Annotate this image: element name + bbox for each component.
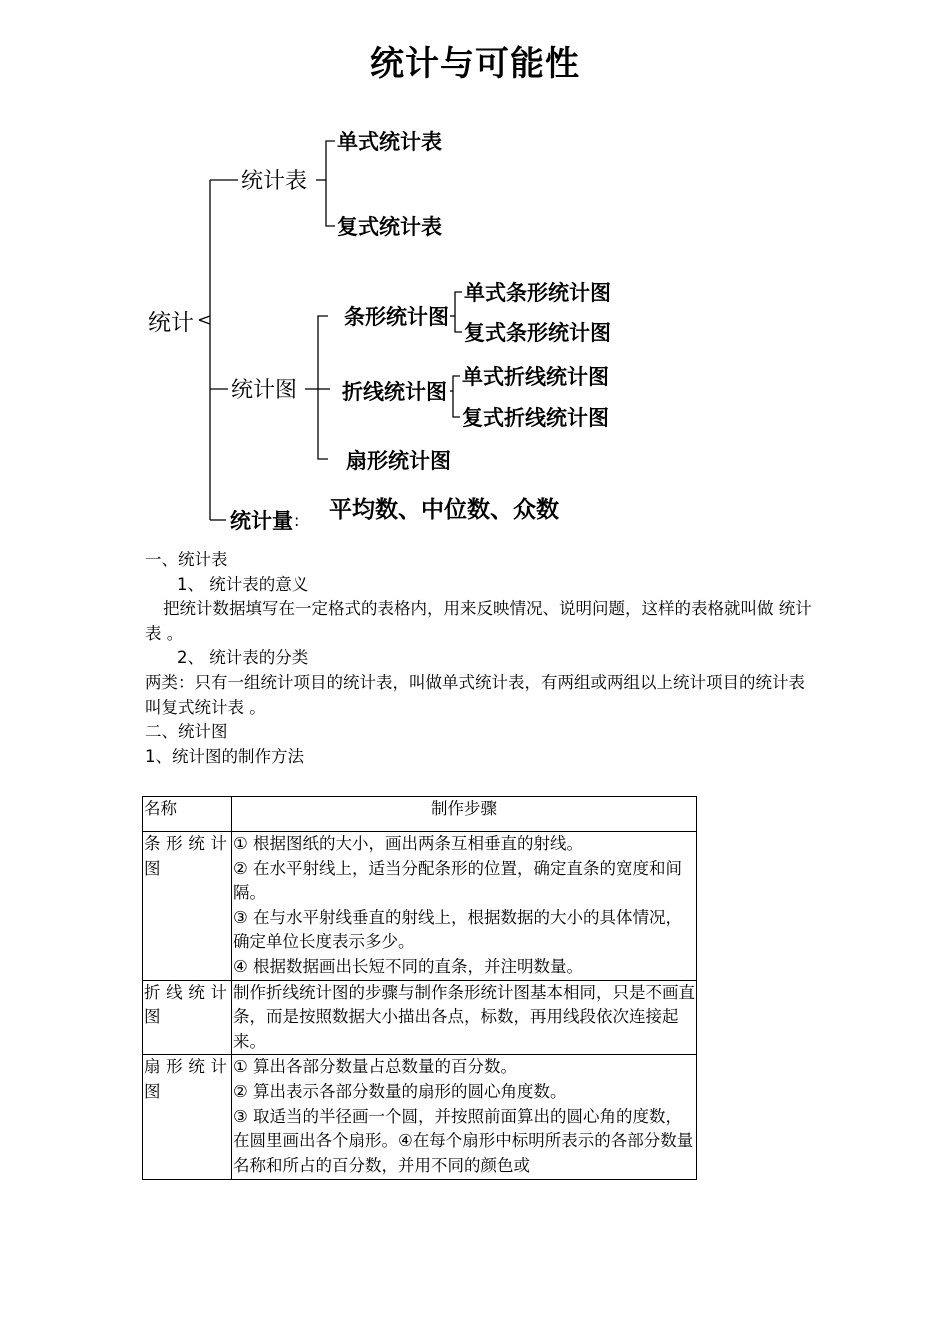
step-line: ① 算出各部分数量占总数量的百分数。 [233, 1057, 518, 1077]
step-line: ④ 根据数据画出长短不同的直条，并注明数量。 [233, 956, 584, 976]
step-line: ③ 在与水平射线垂直的射线上，根据数据的大小的具体情况，确定单位长度表示多少。 [233, 907, 683, 952]
tree-measure-label: 统计量 [230, 509, 293, 533]
tree-measure-values: 平均数、中位数、众数 [329, 497, 559, 523]
row-steps [232, 1055, 697, 1180]
step-line: ③ 取适当的半径画一个圆，并按照前面算出的圆心角的度数，在圆里画出各个扇形。④在每个扇形中标明所表示的各部分数量名称和所占的百分数，并用不同的颜色或 [233, 1106, 694, 1175]
statistics-concept-tree [0, 0, 950, 540]
tree-chart-label: 统计图 [231, 378, 298, 403]
tree-single-bar-chart: 单式条形统计图 [464, 281, 611, 305]
subsection-heading: 1、统计图的制作方法 [145, 746, 304, 766]
header-steps: 制作步骤 [232, 797, 697, 832]
row-name: 折线统计图 [143, 980, 232, 1055]
tree-pie-chart: 扇形统计图 [346, 449, 451, 473]
table-row [143, 980, 697, 1055]
row-name: 条形统计图 [143, 832, 232, 981]
tree-line-chart: 折线统计图 [342, 380, 447, 404]
table-row [143, 1055, 697, 1180]
step-line: ② 算出表示各部分数量的扇形的圆心角度数。 [233, 1081, 567, 1101]
tree-compound-bar-chart: 复式条形统计图 [464, 321, 611, 345]
table-row [143, 832, 697, 981]
row-name: 扇形统计图 [143, 1055, 232, 1180]
tree-compound-line-chart: 复式折线统计图 [462, 406, 609, 430]
row-steps [232, 832, 697, 981]
paragraph: 两类：只有一组统计项目的统计表，叫做单式统计表，有两组或两组以上统计项目的统计表叫复式统计表 。 [145, 672, 805, 717]
row-steps [232, 980, 697, 1055]
subsection-heading: 2、 统计表的分类 [177, 648, 309, 668]
section-statistics-table [145, 548, 815, 769]
page-title: 统计与可能性 [370, 44, 580, 84]
section-heading: 二、统计图 [145, 722, 228, 742]
step-lines-clip [233, 1055, 695, 1179]
root-brace-tip [199, 316, 210, 324]
tree-root-label: 统计 [148, 310, 194, 336]
tree-compound-table: 复式统计表 [337, 215, 442, 239]
step-line: 制作折线统计图的步骤与制作条形统计图基本相同，只是不画直条，而是按照数据大小描出各点，标数，再用线段依次连接起来。 [233, 982, 695, 1051]
step-line: ② 在水平射线上，适当分配条形的位置，确定直条的宽度和间隔。 [233, 858, 683, 903]
table-header-row [143, 797, 697, 832]
header-name: 名称 [143, 797, 232, 832]
paragraph: 把统计数据填写在一定格式的表格内，用来反映情况、说明问题，这样的表格就叫做 统计表 。 [145, 599, 812, 643]
step-line: ① 根据图纸的大小，画出两条互相垂直的射线。 [233, 834, 584, 853]
tree-single-table: 单式统计表 [337, 130, 442, 154]
subsection-heading: 1、 统计表的意义 [177, 574, 309, 594]
chart-method-table [142, 796, 697, 1180]
tree-table-label: 统计表 [241, 169, 308, 194]
tree-measure-colon: : [294, 511, 300, 530]
tree-bar-chart: 条形统计图 [344, 305, 449, 329]
tree-single-line-chart: 单式折线统计图 [462, 365, 609, 389]
section-heading: 一、统计表 [145, 550, 228, 569]
